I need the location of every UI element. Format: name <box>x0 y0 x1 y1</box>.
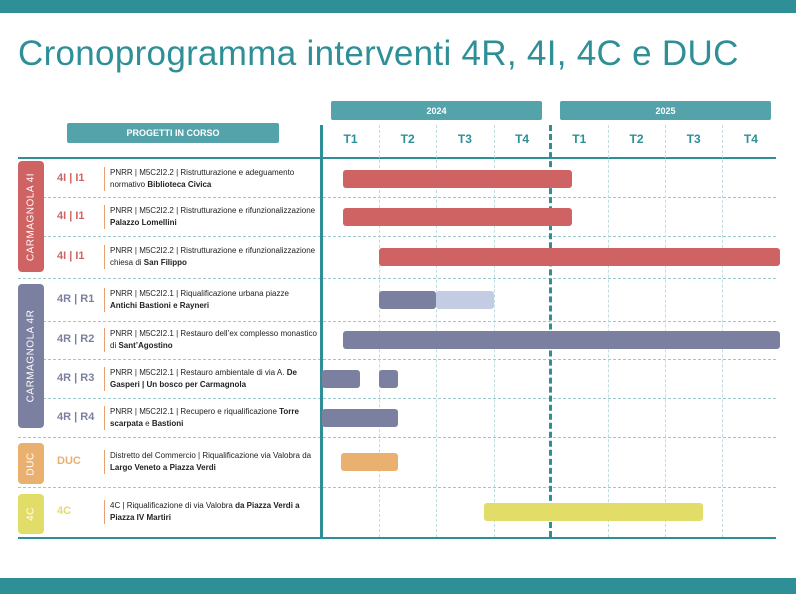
gantt-bar <box>379 370 398 388</box>
task-code: 4R | R1 <box>57 292 95 305</box>
task-separator <box>104 450 105 474</box>
top-band <box>0 0 796 13</box>
quarter-label: T2 <box>629 132 644 146</box>
gantt-bar <box>343 331 779 349</box>
quarter-label: T4 <box>515 132 530 146</box>
section-label: PROGETTI IN CORSO <box>67 123 279 143</box>
group-label: CARMAGNOLA 4R <box>25 309 37 403</box>
gantt-bar <box>343 170 572 188</box>
task-code: 4R | R2 <box>57 333 95 345</box>
task-description: PNRR | M5C2I2.1 | Restauro ambientale di via A. De Gasperi | Un bosco per Carmagnola <box>110 367 297 389</box>
row-divider <box>18 236 776 237</box>
task-description: PNRR | M5C2I2.2 | Ristrutturazione e adeguamento normativo Biblioteca Civica <box>110 167 295 189</box>
quarter-label: T3 <box>686 132 701 146</box>
row-divider <box>18 437 776 438</box>
task-description: PNRR | M5C2I2.1 | Recupero e riqualificazione Torre scarpata e Bastioni <box>110 406 299 428</box>
year-header-2024: 2024 <box>331 101 542 120</box>
row-divider <box>18 359 776 360</box>
task-code: DUC <box>57 455 81 467</box>
task-code: 4R | R3 <box>57 371 95 384</box>
row-divider <box>18 278 776 279</box>
quarter-label: T2 <box>400 132 415 146</box>
task-code: 4I | I1 <box>57 171 85 184</box>
task-code: 4R | R4 <box>57 410 95 423</box>
group-label: CARMAGNOLA 4I <box>25 172 37 261</box>
row-divider <box>18 487 776 488</box>
header-rule <box>18 157 776 159</box>
group-band <box>18 494 44 534</box>
group-band <box>18 284 44 428</box>
task-description: 4C | Riqualificazione di via Valobra da Piazza Verdi a Piazza IV Martiri <box>110 501 300 522</box>
quarter-label: T3 <box>457 132 472 146</box>
task-code: 4I | I1 <box>57 209 85 222</box>
task-description: PNRR | M5C2I2.2 | Ristrutturazione e rifunzionalizzazione Palazzo Lomellini <box>110 205 316 227</box>
task-code: 4I | I1 <box>57 250 85 262</box>
task-separator <box>104 500 105 524</box>
gantt-bar <box>322 370 360 388</box>
gantt-bar <box>379 291 436 309</box>
gantt-bar <box>379 248 779 266</box>
task-separator <box>104 328 105 352</box>
task-separator <box>104 205 105 229</box>
year-header-2025: 2025 <box>560 101 771 120</box>
group-band <box>18 161 44 272</box>
task-description: PNRR | M5C2I2.1 | Riqualificazione urbana piazze Antichi Bastioni e Rayneri <box>110 288 289 310</box>
gantt-bar <box>341 453 398 471</box>
task-separator <box>104 167 105 191</box>
task-separator <box>104 406 105 430</box>
gantt-bar <box>436 291 493 309</box>
row-divider <box>18 398 776 399</box>
gantt-bar <box>322 409 398 427</box>
timeline-start-line <box>320 125 323 537</box>
task-description: Distretto del Commercio | Riqualificazione via Valobra da Largo Veneto a Piazza Verdi <box>110 451 312 472</box>
quarter-label: T4 <box>743 132 758 146</box>
row-divider <box>18 197 776 198</box>
task-separator <box>104 245 105 269</box>
gantt-bar <box>343 208 572 226</box>
quarter-label: T1 <box>572 132 587 146</box>
row-divider <box>18 321 776 322</box>
page-title: Cronoprogramma interventi 4R, 4I, 4C e DUC <box>18 34 739 73</box>
group-label: 4C <box>25 507 37 521</box>
quarter-label: T1 <box>343 132 358 146</box>
task-code: 4C <box>57 505 72 517</box>
gantt-bar <box>484 503 704 521</box>
bottom-rule <box>18 537 776 539</box>
task-description: PNRR | M5C2I2.1 | Restauro dell’ex complesso monastico di Sant’Agostino <box>110 329 317 350</box>
task-separator <box>104 367 105 391</box>
task-description: PNRR | M5C2I2.2 | Ristrutturazione e rifunzionalizzazione chiesa di San Filippo <box>110 246 316 267</box>
task-separator <box>104 288 105 312</box>
bottom-band <box>0 578 796 594</box>
group-label: DUC <box>25 451 37 476</box>
group-band <box>18 443 44 484</box>
